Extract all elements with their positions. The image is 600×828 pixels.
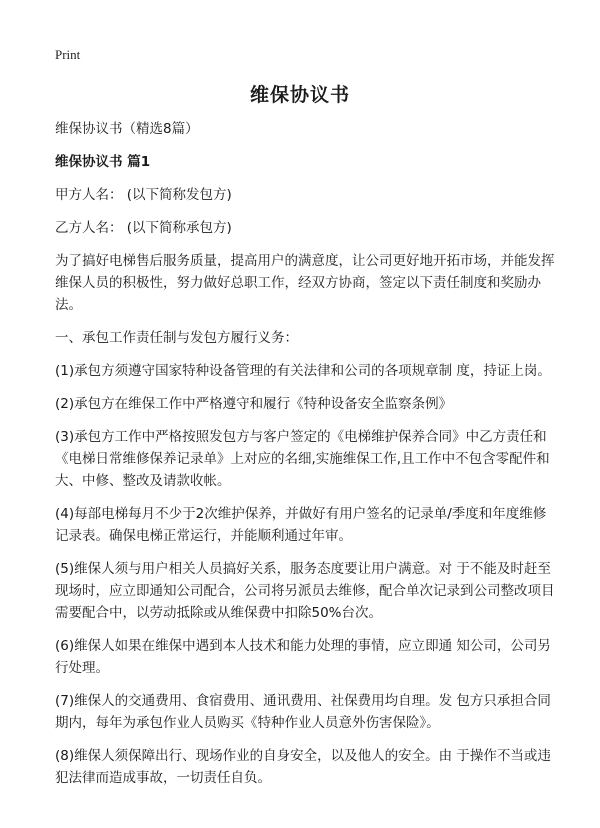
- section-heading: 维保协议书 篇1: [55, 154, 151, 170]
- paragraph-party-b: 乙方人名： (以下简称承包方): [55, 220, 232, 236]
- paragraph-item-7: (7)维保人的交通费用、食宿费用、通讯费用、社保费用均自理。发 包方只承担合同期内，每年为承包作业人员购买《特种作业人员意外伤害保险》。: [55, 693, 551, 731]
- document-body: [55, 118, 555, 800]
- paragraph-item-8: (8)维保人须保障出行、现场作业的自身安全，以及他人的安全。由 于操作不当或违犯法律而造成事故，一切责任自负。: [55, 748, 551, 786]
- document-title: 维保协议书: [249, 84, 350, 106]
- paragraph-party-a: 甲方人名： (以下简称发包方): [55, 187, 232, 203]
- paragraph-item-4: (4)每部电梯每月不少于2次维护保养，并做好有用户签名的记录单/季度和年度维修记录表。确保电梯正常运行，并能顺利通过年审。: [55, 506, 547, 544]
- paragraph-item-3: (3)承包方工作中严格按照发包方与客户签定的《电梯维护保养合同》中乙方责任和《电梯日常维修保养记录单》上对应的名细,实施维保工作,且工作中不包含零配件和大、中修、整改及请款收帐。: [55, 429, 550, 489]
- paragraph-item-5: (5)维保人须与用户相关人员搞好关系，服务态度要让用户满意。对 于不能及时赶至现场时，应立即通知公司配合，公司将另派员去维修，配合单次记录到公司整改项目需要配合中，以劳动抵除或从维保费中扣除50%台次。: [55, 561, 555, 621]
- paragraph-intro: 为了搞好电梯售后服务质量，提高用户的满意度，让公司更好地开拓市场，并能发挥维保人员的积极性，努力做好总职工作，经双方协商，签定以下责任制度和奖励办法。: [55, 253, 555, 313]
- document-subtitle: 维保协议书（精选8篇）: [55, 121, 199, 137]
- paragraph-item-2: (2)承包方在维保工作中严格遵守和履行《特种设备安全监察条例》: [55, 396, 453, 412]
- paragraph-item-6: (6)维保人如果在维保中遇到本人技术和能力处理的事情，应立即通 知公司，公司另行处理。: [55, 638, 551, 676]
- print-link[interactable]: Print: [55, 47, 81, 62]
- paragraph-item-1: (1)承包方须遵守国家特种设备管理的有关法律和公司的各项规章制 度，持证上岗。: [55, 363, 551, 379]
- paragraph-section-one: 一、承包工作责任制与发包方履行义务：: [55, 330, 298, 346]
